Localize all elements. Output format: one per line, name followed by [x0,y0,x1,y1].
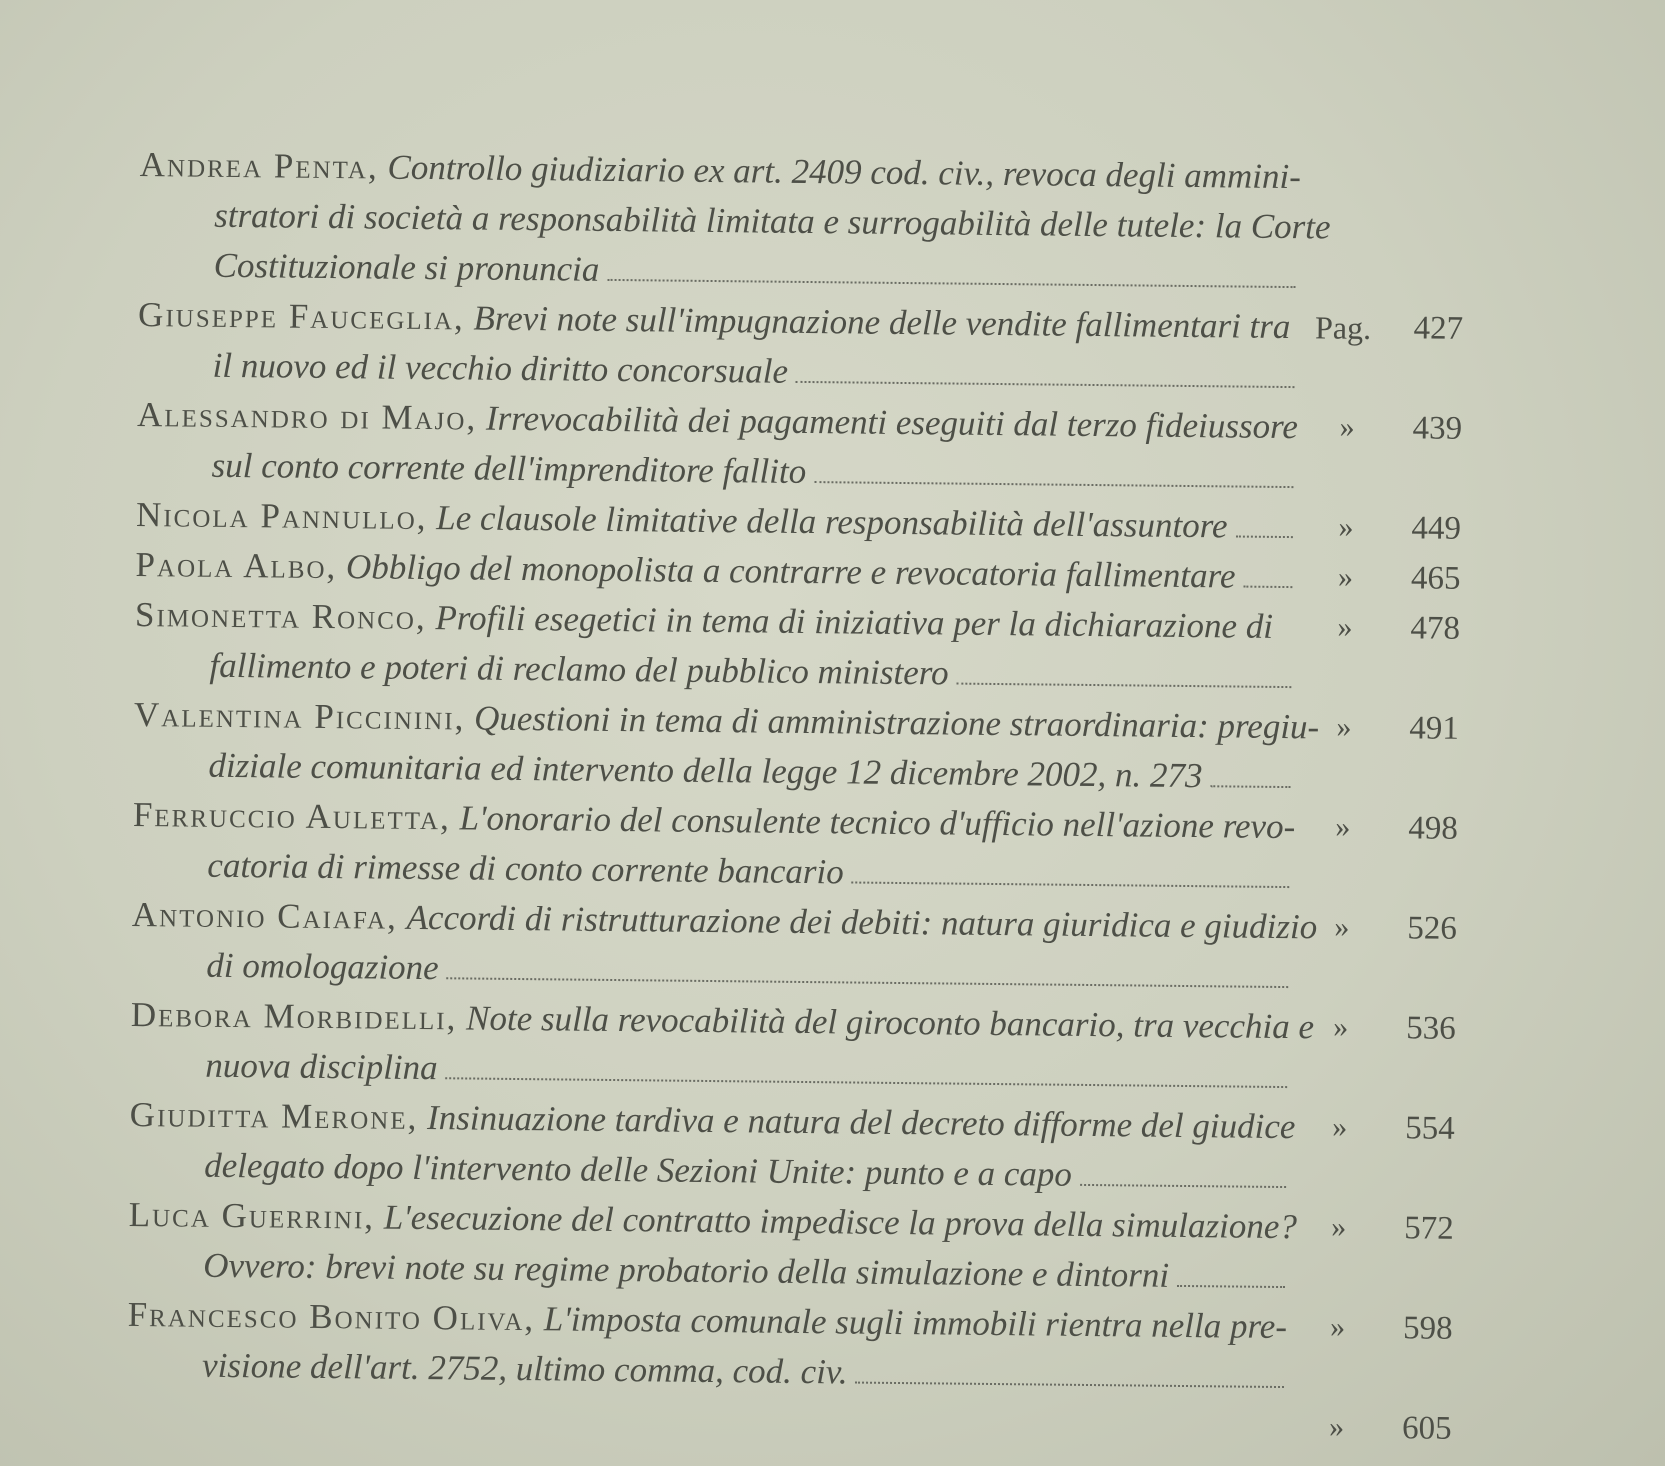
toc-author: Paola Albo, [135,544,338,587]
toc-author: Simonetta Ronco, [134,594,427,638]
toc-title-end: sul conto corrente dell'imprenditore fallito [211,445,807,491]
dot-leader [447,951,1289,988]
toc-author: Francesco Bonito Oliva, [127,1294,536,1339]
dot-leader [1235,509,1293,538]
toc-title: Note sulla revocabilità del giroconto bancario, tra vecchia e [465,998,1315,1047]
toc-title: L'imposta comunale sugli immobili rientra nella pre- [543,1299,1288,1347]
toc-page-number: 554 [1405,1110,1455,1147]
ditto-mark: » [1333,1010,1349,1044]
toc-title: L'esecuzione del contratto impedisce la prova della simulazione? [383,1197,1298,1247]
toc-title-end: visione dell'art. 2752, ultimo comma, cod. civ. [201,1345,848,1392]
toc-author: Alessandro di Majo, [136,394,478,438]
dot-leader [852,855,1290,888]
ditto-mark: » [1339,410,1355,444]
toc-title: Irrevocabilità dei pagamenti eseguiti dal terzo fideiussore [485,398,1299,447]
toc-title: L'onorario del consulente tecnico d'ufficio nell'azione revo- [459,798,1296,847]
toc-title-end: il nuovo ed il vecchio diritto concorsuale [212,345,789,391]
dot-leader [1080,1158,1287,1188]
toc-title: Profili esegetici in tema di iniziativa per la dichiarazione di [435,598,1274,646]
toc-title-end: delegato dopo l'intervento delle Sezioni Unite: punto e a capo [204,1145,1073,1194]
toc-title-end: diziale comunitaria ed intervento della legge 12 dicembre 2002, n. 273 [208,745,1203,796]
toc-title: Brevi note sull'impugnazione delle vendite fallimentari tra [473,298,1291,347]
toc-title-end: di omologazione [206,945,439,988]
toc-page-number: 605 [1401,1410,1452,1447]
dot-leader [796,355,1295,388]
toc-author: Luca Guerrini, [128,1194,376,1237]
toc-page-number: 498 [1408,810,1459,847]
dot-leader [607,253,1296,288]
toc-entry [127,1290,1528,1447]
toc-title: Questioni in tema di amministrazione straordinaria: pregiu- [473,698,1320,747]
ditto-mark: » [1338,510,1354,544]
toc-title: Controllo giudiziario ex art. 2409 cod. civ., revoca degli ammini- [387,147,1302,197]
dot-leader [1210,759,1290,788]
toc-title: Accordi di ristrutturazione dei debiti: natura giuridica e giudizio [406,897,1318,947]
toc-title-end: catoria di rimesse di conto corrente bancario [207,845,844,892]
dot-leader [855,1356,1284,1388]
toc-page-number: 526 [1407,910,1458,947]
ditto-mark: » [1328,1410,1345,1444]
toc-page-number: 536 [1406,1010,1456,1047]
toc-title-end: Le clausole limitative della responsabilità dell'assuntore [436,498,1228,546]
dot-leader [956,657,1291,689]
dot-leader [446,1051,1288,1088]
toc-title: Insinuazione tardiva e natura del decreto difforme del giudice [426,1098,1296,1147]
ditto-mark: » [1332,1110,1348,1144]
toc-author: Valentina Piccinini, [133,694,466,738]
toc-author: Andrea Penta, [139,144,379,187]
toc-title-end: Ovvero: brevi note su regime probatorio della simulazione e dintorni [203,1245,1170,1295]
ditto-mark: » [1336,710,1352,744]
toc-title-end: Obbligo del monopolista a contrarre e revocatoria fallimentare [345,547,1236,596]
ditto-mark: » [1329,1310,1346,1344]
toc-author: Ferruccio Auletta, [132,794,452,838]
toc-page-number: 427 [1413,310,1464,347]
toc-page-number: 478 [1410,610,1461,647]
dot-leader [1243,560,1292,589]
ditto-mark: » [1337,560,1354,594]
dot-leader [814,455,1294,488]
toc-page-number: 465 [1410,560,1461,597]
toc-page-number: 449 [1411,510,1462,547]
toc-author: Antonio Caiafa, [131,894,399,937]
toc-author: Nicola Pannullo, [135,494,428,538]
page-prefix: Pag. [1314,309,1372,346]
toc-author: Giuseppe Fauceglia, [137,294,465,338]
toc-title-line: stratori di società a responsabilità limitata e surrogabilità delle tutele: la Corte [214,195,1331,247]
ditto-mark: » [1335,810,1351,844]
toc-author: Giuditta Merone, [129,1094,419,1137]
ditto-mark: » [1331,1210,1347,1244]
toc-title-end: Costituzionale si pronuncia [213,245,600,289]
toc-page-number: 439 [1412,410,1463,447]
toc-page-number: 491 [1409,710,1460,747]
table-of-contents [127,140,1540,1447]
ditto-mark: » [1334,910,1350,944]
toc-title-end: nuova disciplina [205,1045,438,1088]
dot-leader [1177,1259,1285,1288]
ditto-mark: » [1337,610,1353,644]
toc-page-number: 598 [1402,1310,1453,1347]
toc-page-number: 572 [1403,1210,1454,1247]
toc-author: Debora Morbidelli, [130,994,458,1038]
toc-title-end: fallimento e poteri di reclamo del pubblico ministero [209,645,949,693]
